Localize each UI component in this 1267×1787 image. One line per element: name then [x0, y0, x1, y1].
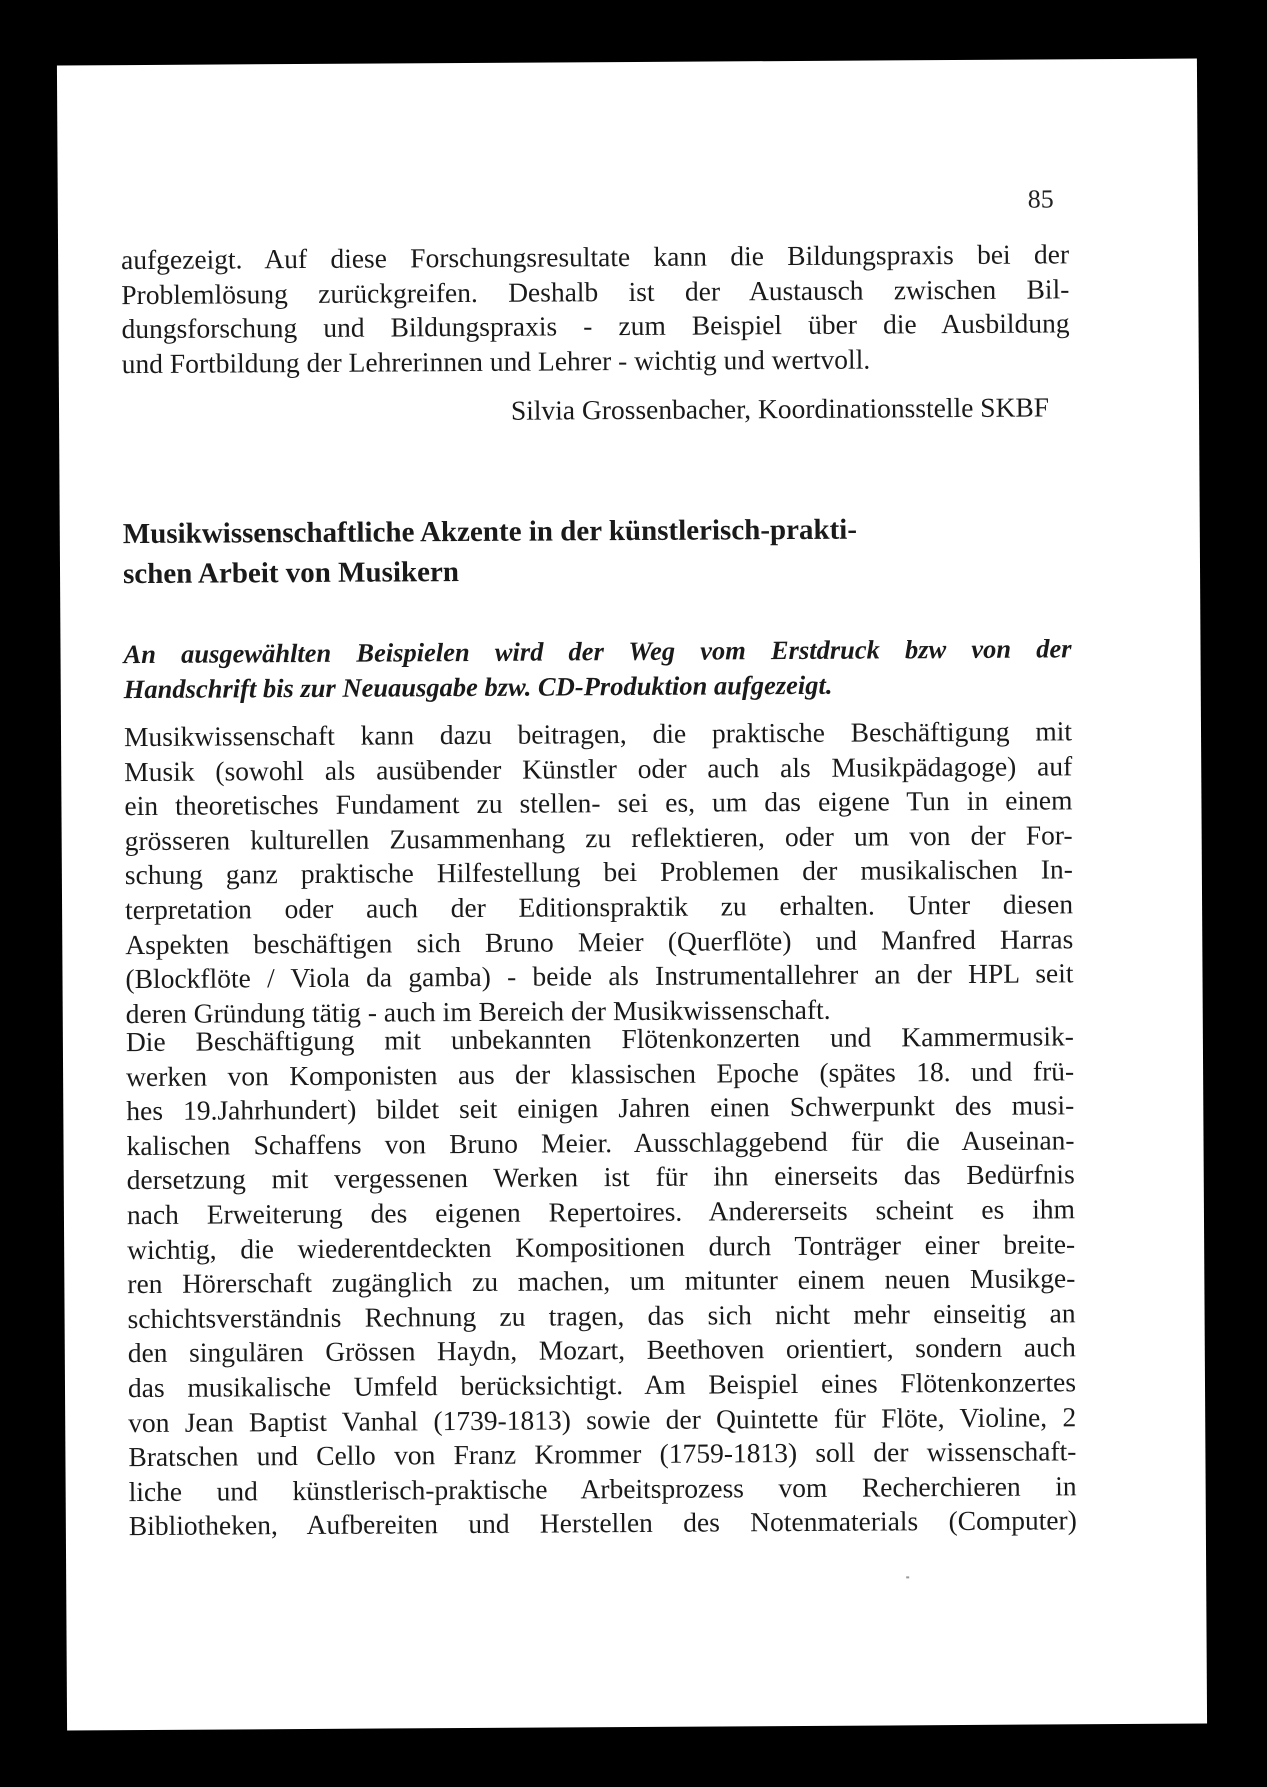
body-paragraph-2: [126, 1019, 1077, 1544]
text-line: liche und künstlerisch-praktische Arbeitsprozess vom Recherchieren in: [128, 1470, 1077, 1507]
text-line: dungsforschung und Bildungspraxis - zum Beispiel über die Ausbildung: [121, 307, 1070, 345]
text-line: ein theoretisches Fundament zu stellen- sei es, um das eigene Tun in einem: [124, 784, 1073, 822]
text-line: den singulären Grössen Haydn, Mozart, Beethoven orientiert, sondern auch: [127, 1331, 1076, 1369]
text-line: Problemlösung zurückgreifen. Deshalb ist der Austausch zwischen Bil-: [121, 272, 1070, 310]
body-paragraph-1: [124, 714, 1074, 1031]
lead-line: Handschrift bis zur Neuausgabe bzw. CD-Produktion aufgezeigt.: [123, 669, 833, 705]
text-line: Aspekten beschäftigen sich Bruno Meier (Querflöte) und Manfred Harras: [125, 922, 1074, 960]
intro-paragraph: [121, 237, 1070, 381]
text-line: grösseren kulturellen Zusammenhang zu reflektieren, oder um von der For-: [124, 819, 1073, 856]
page-number: 85: [1027, 184, 1054, 214]
title-line: Musikwissenschaftliche Akzente in der künstlerisch-prakti-: [122, 513, 858, 551]
text-line: Bibliotheken, Aufbereiten und Herstellen des Notenmaterials (Computer): [128, 1504, 1077, 1542]
lead-line: An ausgewählten Beispielen wird der Weg vom Erstdruck bzw von der: [123, 633, 1072, 670]
text-line: nach Erweiterung des eigenen Repertoires. Andererseits scheint es ihm: [126, 1193, 1076, 1231]
text-line: deren Gründung tätig - auch im Bereich der Musikwissenschaft.: [125, 993, 831, 1029]
text-line: ren Hörerschaft zugänglich zu machen, um mitunter einem neuen Musikge-: [127, 1262, 1076, 1300]
text-line: schung ganz praktische Hilfestellung bei Problemen der musikalischen In-: [124, 853, 1073, 891]
text-line: werken von Komponisten aus der klassischen Epoche (spätes 18. und frü-: [126, 1054, 1075, 1092]
text-line: schichtsverständnis Rechnung zu tragen, das sich nicht mehr einseitig an: [127, 1297, 1076, 1334]
document-page: [57, 59, 1207, 1731]
text-line: aufgezeigt. Auf diese Forschungsresultate kann die Bildungspraxis bei der: [121, 238, 1070, 276]
text-line: von Jean Baptist Vanhal (1739-1813) sowie der Quintette für Flöte, Violine, 2: [128, 1400, 1077, 1438]
text-line: das musikalische Umfeld berücksichtigt. Am Beispiel eines Flötenkonzertes: [127, 1366, 1077, 1404]
text-line: Musik (sowohl als ausübender Künstler oder auch als Musikpädagoge) auf: [124, 749, 1073, 787]
text-line: wichtig, die wiederentdeckten Kompositionen durch Tonträger einer breite-: [127, 1227, 1076, 1265]
signature: Silvia Grossenbacher, Koordinationsstelle SKBF: [510, 391, 1050, 426]
text-line: Die Beschäftigung mit unbekannten Flötenkonzerten und Kammermusik-: [125, 1020, 1074, 1058]
text-line: hes 19.Jahrhundert) bildet seit einigen Jahren einen Schwerpunkt des musi-: [126, 1089, 1075, 1127]
text-line: kalischen Schaffens von Bruno Meier. Ausschlaggebend für die Auseinan-: [126, 1124, 1075, 1161]
text-line: terpretation oder auch der Editionspraktik zu erhalten. Unter diesen: [124, 888, 1074, 926]
text-line: Musikwissenschaft kann dazu beitragen, die praktische Beschäftigung mit: [123, 715, 1073, 753]
lead-paragraph: [123, 631, 1071, 707]
text-line: (Blockflöte / Viola da gamba) - beide als Instrumentallehrer an der HPL seit: [125, 957, 1074, 995]
scan-speck: [906, 1576, 909, 1578]
text-line: Bratschen und Cello von Franz Krommer (1759-1813) soll der wissenschaft-: [128, 1435, 1077, 1473]
text-line: und Fortbildung der Lehrerinnen und Lehrer - wichtig und wertvoll.: [121, 343, 871, 379]
section-title: [123, 509, 983, 594]
title-line: schen Arbeit von Musikern: [122, 556, 460, 591]
text-line: dersetzung mit vergessenen Werken ist für ihn einerseits das Bedürfnis: [126, 1158, 1075, 1196]
